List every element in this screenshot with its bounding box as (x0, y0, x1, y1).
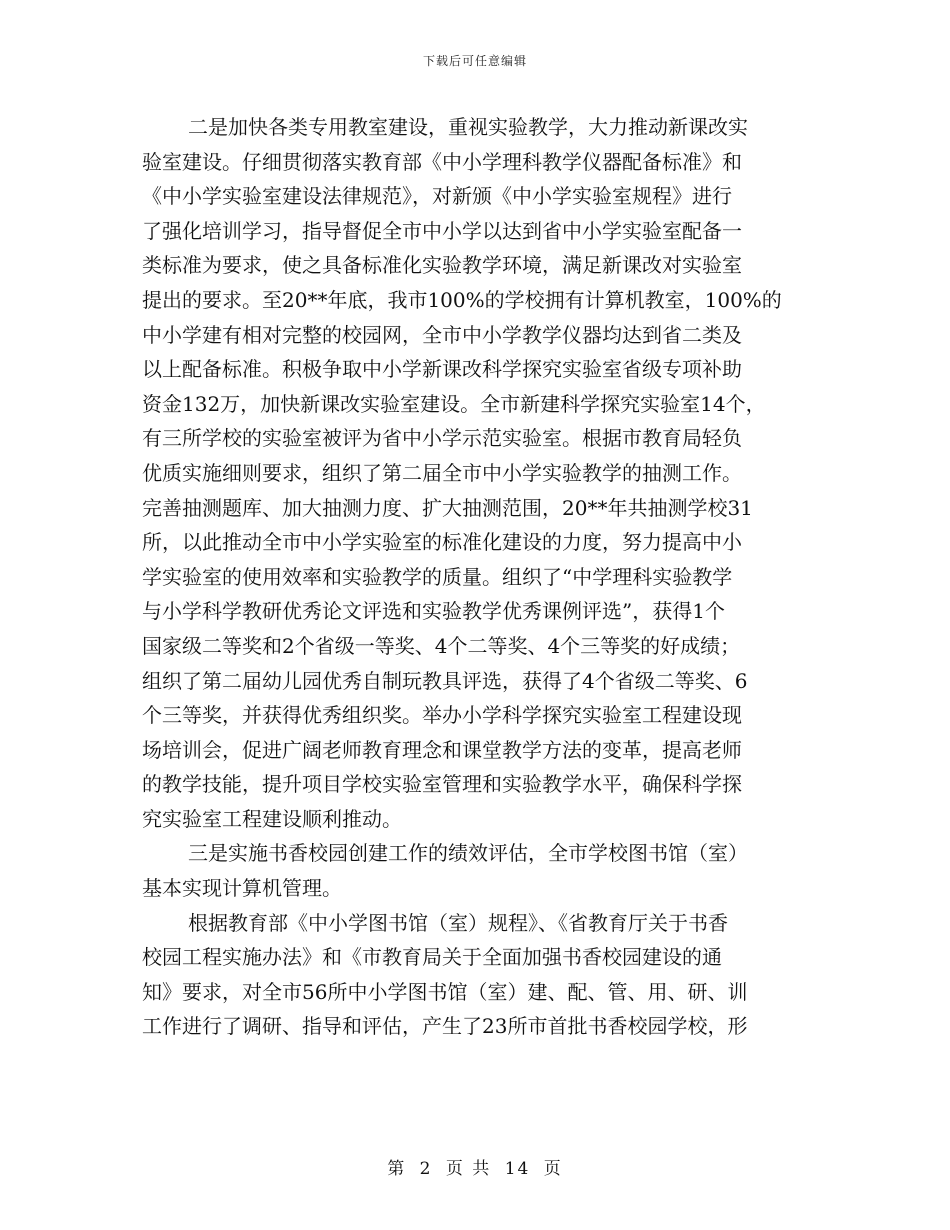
text-line: 个三等奖，并获得优秀组织奖。举办小学科学探究实验室工程建设现 (142, 703, 742, 728)
footer-total-pages: 14 (504, 1159, 531, 1179)
text-line: 验室建设。仔细贯彻落实教育部《中小学理科教学仪器配备标准》和 (142, 149, 742, 174)
header-note: 下载后可任意编辑 (422, 54, 527, 68)
text-line: 场培训会，促进广阔老师教育理念和课堂教学方法的变革，提高老师 (142, 737, 742, 762)
footer-prefix: 第 (387, 1159, 407, 1179)
text-line: 知》要求，对全市56所中小学图书馆（室）建、配、管、用、研、训 (142, 979, 748, 1004)
page-footer (0, 1154, 950, 1179)
text-line: 与小学科学教研优秀论文评选和实验教学优秀课例评选”，获得1个 (142, 599, 725, 624)
text-line: 校园工程实施办法》和《市教育局关于全面加强书香校园建设的通 (142, 945, 722, 970)
text-line: 资金132万，加快新课改实验室建设。全市新建科学探究实验室14个， (142, 391, 766, 416)
text-line: 工作进行了调研、指导和评估，产生了23所市首批书香校园学校，形 (142, 1014, 748, 1039)
text-line: 优质实施细则要求，组织了第二届全市中小学实验教学的抽测工作。 (142, 460, 742, 485)
text-line: 完善抽测题库、加大抽测力度、扩大抽测范围，20**年共抽测学校31 (142, 495, 753, 520)
text-line: 《中小学实验室建设法律规范》，对新颁《中小学实验室规程》进行 (142, 184, 732, 209)
footer-suffix: 页 (543, 1159, 563, 1179)
text-line: 有三所学校的实验室被评为省中小学示范实验室。根据市教育局轻负 (142, 426, 742, 451)
footer-middle: 页 共 (445, 1159, 492, 1179)
text-line: 学实验室的使用效率和实验教学的质量。组织了“中学理科实验教学 (142, 564, 733, 589)
text-line: 根据教育部《中小学图书馆（室）规程》、《省教育厅关于书香 (188, 910, 728, 935)
text-line: 究实验室工程建设顺利推动。 (142, 806, 402, 831)
footer-page-number: 2 (419, 1159, 433, 1179)
text-line: 类标准为要求，使之具备标准化实验教学环境，满足新课改对实验室 (142, 253, 742, 278)
text-line: 中小学建有相对完整的校园网，全市中小学教学仪器均达到省二类及 (142, 322, 742, 347)
text-line: 了强化培训学习，指导督促全市中小学以达到省中小学实验室配备一 (142, 218, 742, 243)
text-line: 提出的要求。至20**年底，我市100%的学校拥有计算机教室，100%的 (142, 287, 782, 312)
text-line: 以上配备标准。积极争取中小学新课改科学探究实验室省级专项补助 (142, 357, 742, 382)
text-line: 二是加快各类专用教室建设，重视实验教学，大力推动新课改实 (188, 115, 748, 139)
text-line: 国家级二等奖和2个省级一等奖、4个二等奖、4个三等奖的好成绩； (142, 633, 741, 658)
body-text (142, 110, 810, 1044)
text-line: 的教学技能，提升项目学校实验室管理和实验教学水平，确保科学探 (142, 772, 742, 797)
text-line: 所，以此推动全市中小学实验室的标准化建设的力度，努力提高中小 (142, 530, 742, 555)
text-line: 基本实现计算机管理。 (142, 876, 342, 901)
text-line: 三是实施书香校园创建工作的绩效评估，全市学校图书馆（室） (188, 841, 748, 866)
text-line: 组织了第二届幼儿园优秀自制玩教具评选，获得了4个省级二等奖、6 (142, 668, 748, 693)
